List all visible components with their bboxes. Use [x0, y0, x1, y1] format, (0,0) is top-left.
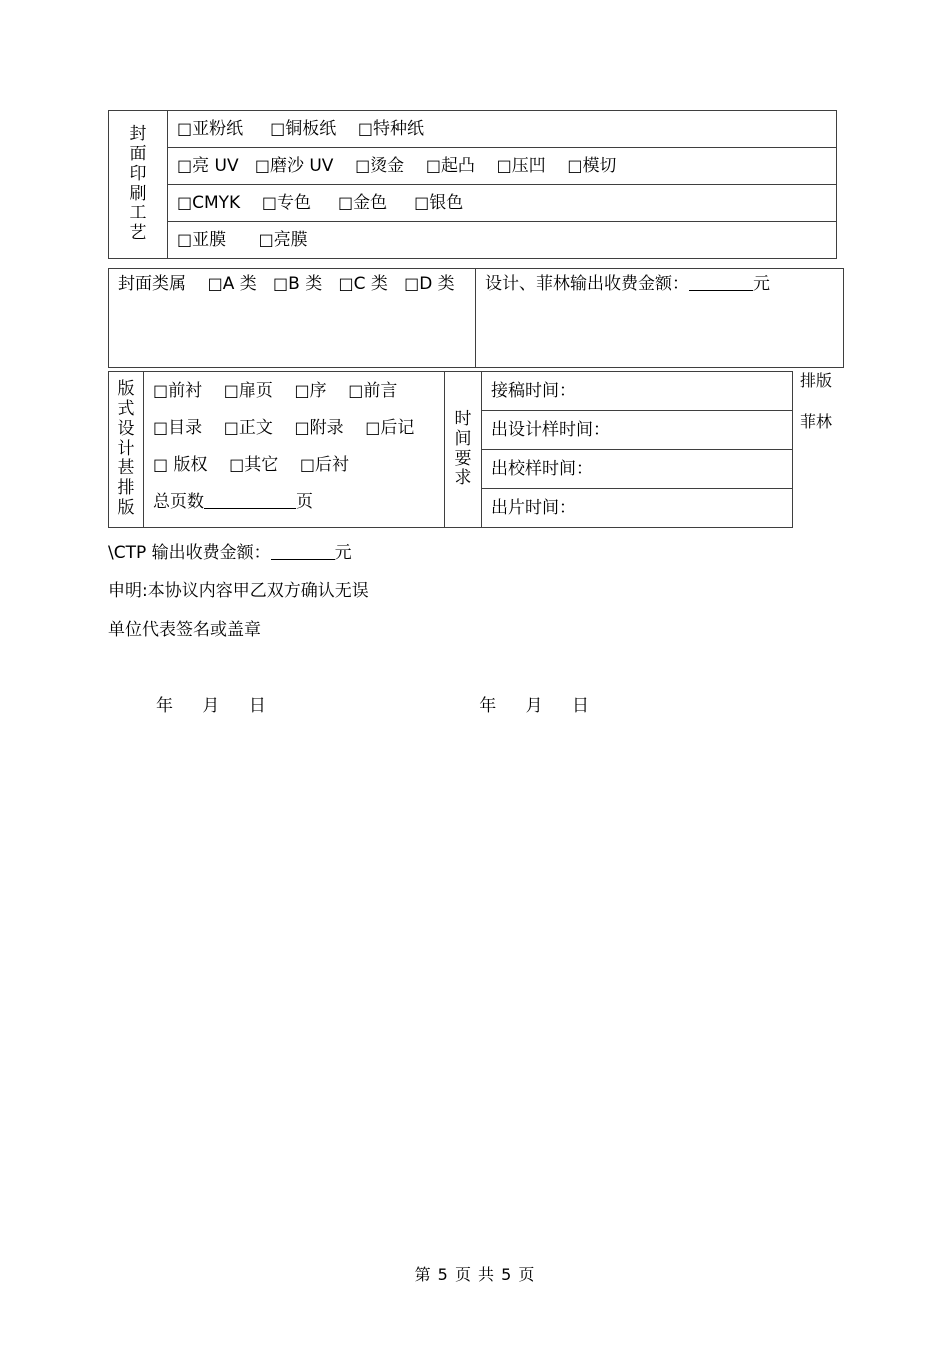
option-line	[118, 273, 475, 296]
checkbox-icon[interactable]: □	[270, 118, 286, 138]
option-label: 亚粉纸	[192, 118, 244, 139]
option-line	[177, 118, 836, 141]
table-row	[109, 372, 793, 528]
option-qita[interactable]	[229, 454, 278, 477]
option-zhengwen[interactable]	[224, 417, 273, 440]
date-line-party-a[interactable]	[144, 691, 278, 716]
option-class-b[interactable]	[273, 273, 322, 296]
schedule-cell	[482, 372, 793, 528]
option-yamo[interactable]	[177, 229, 226, 252]
checkbox-icon[interactable]: □	[348, 381, 364, 400]
option-line	[153, 417, 444, 440]
option-label: 其它	[244, 454, 279, 475]
ctp-output-fee-label: \CTP 输出收费金额：	[108, 543, 271, 563]
checkbox-icon[interactable]: □	[261, 192, 277, 212]
checkbox-icon[interactable]: □	[273, 274, 289, 293]
option-mulu[interactable]	[153, 417, 202, 440]
option-label: 模切	[582, 155, 617, 176]
checkbox-icon[interactable]: □	[223, 417, 239, 437]
option-label: 版权	[168, 454, 208, 475]
checkbox-icon[interactable]: □	[177, 155, 193, 175]
table-row	[482, 411, 792, 450]
option-yinse[interactable]	[414, 192, 463, 215]
option-tongbanzhi[interactable]	[270, 118, 336, 141]
table-row	[109, 222, 837, 259]
table-row	[482, 489, 792, 528]
cover-printing-process-table	[108, 110, 837, 259]
option-label: 磨沙 UV	[269, 155, 334, 176]
checkbox-icon[interactable]: □	[223, 381, 239, 400]
signature-text: 单位代表签名或盖章	[108, 620, 261, 640]
schedule-row-proof[interactable]: 出校样时间：	[482, 450, 792, 489]
table-row	[109, 111, 837, 148]
page-footer: 第 5 页 共 5 页	[414, 1265, 536, 1284]
cover-surface-options-cell	[168, 148, 837, 185]
total-pages-label: 总页数	[153, 491, 204, 512]
option-qianyan[interactable]	[348, 380, 397, 403]
layout-design-vertical-header: 版式设计甚排版	[109, 372, 144, 528]
option-cmyk[interactable]	[177, 192, 240, 215]
option-label: 烫金	[370, 155, 405, 176]
date-line-row	[108, 691, 748, 716]
checkbox-icon[interactable]: □	[258, 229, 274, 249]
schedule-row-receive[interactable]: 接稿时间：	[482, 372, 792, 411]
option-label: 特种纸	[373, 118, 425, 139]
checkbox-icon[interactable]: □	[299, 454, 316, 474]
checkbox-icon[interactable]: □	[294, 417, 310, 437]
ctp-output-fee-unit: 元	[334, 543, 352, 563]
cover-lamination-options-cell	[168, 222, 837, 259]
option-label: 后衬	[315, 454, 350, 475]
option-line	[177, 155, 836, 178]
option-tangjin[interactable]	[355, 155, 404, 178]
option-label: 亮 UV	[192, 155, 239, 176]
option-yafenzhi[interactable]	[177, 118, 243, 141]
option-label: A 类	[222, 274, 257, 294]
option-label: 起凸	[440, 155, 475, 176]
option-label: C 类	[353, 274, 388, 294]
checkbox-icon[interactable]: □	[337, 192, 354, 212]
option-label: 银色	[429, 192, 464, 213]
design-film-fee-input[interactable]	[689, 274, 753, 291]
option-class-d[interactable]	[404, 273, 455, 296]
option-fulu[interactable]	[295, 417, 344, 440]
option-qitu[interactable]	[426, 155, 475, 178]
design-film-fee-unit: 元	[753, 274, 770, 294]
ctp-output-fee-line	[108, 538, 352, 563]
design-film-fee-line	[485, 273, 843, 296]
option-label: 后记	[380, 417, 415, 438]
checkbox-icon[interactable]: □	[229, 454, 245, 474]
table-row	[109, 185, 837, 222]
option-label: 附录	[309, 417, 344, 438]
date-day-label: 日	[572, 696, 590, 716]
checkbox-icon[interactable]: □	[414, 192, 430, 212]
total-pages-input[interactable]	[204, 492, 296, 509]
option-label: 前衬	[168, 381, 203, 401]
option-line	[177, 229, 836, 252]
cover-class-cell	[109, 269, 476, 368]
cover-process-vertical-header: 封面印刷工艺	[109, 111, 168, 259]
schedule-row-design-sample[interactable]: 出设计样时间：	[482, 411, 792, 450]
option-zhuanse[interactable]	[262, 192, 311, 215]
option-line	[153, 454, 444, 477]
option-liang-uv[interactable]	[177, 155, 239, 178]
option-label: 序	[309, 381, 327, 401]
option-label: 前言	[363, 381, 398, 401]
option-class-c[interactable]	[338, 273, 387, 296]
table-row	[109, 269, 844, 368]
option-jinse[interactable]	[338, 192, 387, 215]
design-film-fee-label: 设计、菲林输出收费金额：	[485, 274, 689, 294]
side-label-typesetting: 排版	[800, 371, 833, 390]
time-requirement-vertical-header: 时间要求	[445, 372, 482, 528]
option-label: B 类	[288, 274, 323, 294]
option-label: CMYK	[192, 192, 241, 213]
option-tezhongzhi[interactable]	[358, 118, 424, 141]
cover-paper-options-cell	[168, 111, 837, 148]
checkbox-icon[interactable]: □	[496, 155, 512, 175]
option-label: 金色	[353, 192, 388, 213]
cover-class-label: 封面类属	[118, 274, 186, 294]
checkbox-icon[interactable]: □	[177, 118, 193, 138]
option-yaao[interactable]	[497, 155, 546, 178]
checkbox-icon[interactable]: □	[365, 417, 381, 437]
option-label: 铜板纸	[285, 118, 337, 139]
total-pages-unit: 页	[296, 491, 313, 512]
checkbox-icon[interactable]: □	[254, 155, 270, 175]
checkbox-icon[interactable]: □	[425, 155, 441, 175]
option-label: 目录	[168, 417, 203, 438]
option-xu[interactable]	[295, 380, 327, 403]
date-year-label: 年	[156, 696, 173, 716]
checkbox-icon[interactable]: □	[153, 417, 169, 437]
checkbox-icon[interactable]: □	[404, 274, 420, 293]
layout-section-options-cell	[144, 372, 445, 528]
option-moqie[interactable]	[567, 155, 616, 178]
checkbox-icon[interactable]: □	[355, 155, 371, 175]
checkbox-icon[interactable]: □	[153, 381, 169, 400]
option-banquan[interactable]	[153, 454, 208, 477]
option-label: 正文	[238, 417, 273, 438]
date-year-label: 年	[479, 696, 497, 716]
option-class-a[interactable]	[208, 273, 257, 296]
option-label: 扉页	[238, 381, 273, 401]
checkbox-icon[interactable]: □	[207, 274, 223, 293]
side-label-film: 菲林	[800, 412, 833, 431]
total-pages-line	[153, 491, 444, 514]
cover-class-and-fee-table	[108, 268, 844, 368]
date-line-party-b[interactable]	[467, 691, 601, 716]
checkbox-icon[interactable]: □	[357, 118, 374, 138]
option-mosha-uv[interactable]	[255, 155, 334, 178]
layout-design-and-schedule-table	[108, 371, 793, 528]
option-feiye[interactable]	[224, 380, 273, 403]
date-month-label: 月	[202, 696, 220, 716]
option-label: 专色	[276, 192, 311, 213]
option-label: D 类	[419, 274, 455, 294]
date-month-label: 月	[525, 696, 543, 716]
ctp-output-fee-input[interactable]	[271, 543, 335, 560]
schedule-row-output[interactable]: 出片时间：	[491, 497, 576, 518]
option-label: 压凹	[511, 155, 546, 176]
table-row	[482, 450, 792, 489]
checkbox-icon[interactable]: □	[153, 454, 169, 474]
design-film-fee-cell	[476, 269, 844, 368]
date-day-label: 日	[248, 696, 266, 716]
checkbox-icon[interactable]: □	[567, 155, 583, 175]
cover-color-options-cell	[168, 185, 837, 222]
schedule-subtable	[482, 372, 792, 527]
checkbox-icon[interactable]: □	[177, 192, 193, 212]
option-label: 亮膜	[273, 229, 308, 250]
table-row	[482, 372, 792, 411]
table-row	[109, 148, 837, 185]
declaration-text: 申明:本协议内容甲乙双方确认无误	[108, 581, 369, 601]
checkbox-icon[interactable]: □	[294, 381, 310, 400]
option-line	[177, 192, 836, 215]
option-houchen[interactable]	[300, 454, 349, 477]
option-line	[153, 380, 444, 403]
checkbox-icon[interactable]: □	[177, 229, 193, 249]
option-label: 亚膜	[192, 229, 227, 250]
option-qianchen[interactable]	[153, 380, 202, 403]
option-houji[interactable]	[365, 417, 414, 440]
option-liangmo[interactable]	[259, 229, 308, 252]
checkbox-icon[interactable]: □	[338, 274, 354, 293]
